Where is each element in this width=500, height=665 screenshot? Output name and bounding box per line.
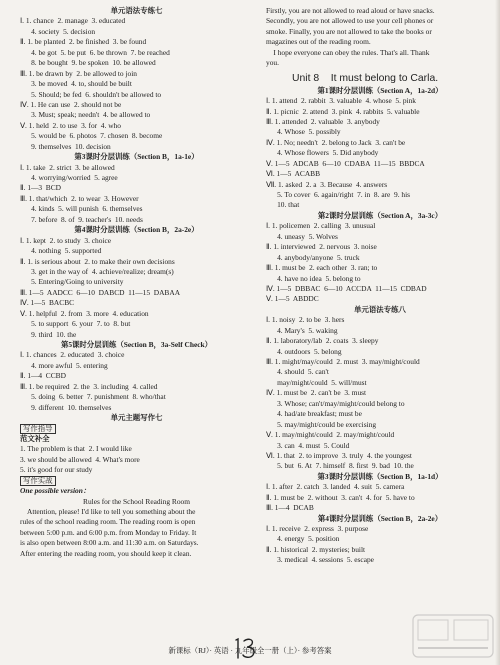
answer-line: 4. Mary's 5. waking: [266, 325, 338, 335]
answer-line: Ⅲ. 1—5 AADCC 6—10 DABCD 11—15 DABAA: [20, 287, 181, 297]
answer-line: 4. Whose 5. possibly: [266, 127, 341, 137]
answer-line: Ⅱ. 1. be planted 2. be finished 3. be found: [20, 37, 147, 47]
answer-line: Ⅴ. 1—5 ADCAB 6—10 CDABA 11—15 BBDCA: [266, 158, 425, 168]
boxed-label: 写作实战: [20, 476, 56, 486]
answer-line: Ⅳ. 1—5 BACBC: [20, 298, 75, 308]
answer-line: [20, 476, 253, 486]
answer-line: 4. nothing 5. supported: [20, 246, 102, 256]
answer-line: 5. would be 6. photos 7. chosen 8. become: [20, 131, 163, 141]
answer-line: Ⅰ. 1. kept 2. to study 3. choice: [20, 235, 112, 245]
answer-line: 4. energy 5. position: [266, 534, 340, 544]
answer-line: 5. but 6. At 7. himself 8. first 9. bad 10. the: [266, 461, 414, 471]
answer-line: 5. doing 6. better 7. punishment 8. who/that: [20, 392, 166, 402]
answer-line: 3. get in the way of 4. achieve/realize; dream(s): [20, 266, 174, 276]
handwritten-page-number: [232, 636, 262, 660]
answer-line: 4. kinds 5. will punish 6. themselves: [20, 204, 143, 214]
answer-line: Ⅳ. 1—5 DBBAC 6—10 ACCDA 11—15 CDBAD: [266, 283, 427, 293]
answer-line: 3. Whose; can't/may/might/could belong to: [266, 398, 405, 408]
answer-line: Ⅱ. 1. laboratory/lab 2. coats 3. sleepy: [266, 336, 379, 346]
left-column: [20, 6, 253, 559]
section-heading: 单元语法专练七: [110, 6, 163, 15]
answer-line: Ⅴ. 1—5 ABDDC: [266, 294, 319, 304]
answer-line: between 5:00 p.m. and 6:00 p.m. from Monday to Friday. It: [20, 527, 197, 537]
answer-line: Ⅲ. 1—4 DCAB: [266, 503, 314, 513]
essay-title: Rules for the School Reading Room: [83, 496, 190, 506]
subheading: 范文补全: [20, 433, 50, 443]
answer-line: 3. can 4. must 5. Could: [266, 440, 350, 450]
answer-line: 4. be got 5. be put 6. be thrown 7. be reached: [20, 47, 170, 57]
answer-line: 3. medical 4. sessions 5. escape: [266, 555, 374, 565]
answer-line: Ⅰ. 1. receive 2. express 3. purpose: [266, 524, 369, 533]
answer-line: Ⅲ. 1. might/may/could 2. must 3. may/might/could: [266, 357, 420, 366]
section-heading: 第1课时分层训练（Section A，1a-2d）: [317, 85, 443, 95]
answer-line: Secondly, you are not allowed to use your cell phones or: [266, 16, 434, 26]
unit-title: Unit 8 It must belong to Carla.: [292, 72, 439, 84]
answer-line: Ⅱ. 1—3 BCD: [20, 183, 62, 193]
answer-line: rules of the school reading room. The reading room is open: [20, 517, 196, 527]
answer-line: 3. be moved 4. to, should be built: [20, 79, 132, 89]
answer-line: Ⅱ. 1. historical 2. mysteries; built: [266, 544, 366, 554]
answer-line: Ⅱ. 1. must be 2. without 3. can't 4. for 5. have to: [266, 492, 415, 502]
section-heading: 第4课时分层训练（Section B，2a-2e）: [317, 513, 443, 523]
answer-line: Ⅰ. 1. noisy 2. to be 3. hers: [266, 315, 345, 325]
answer-line: 3. Must; speak; needn't 4. be allowed to: [20, 110, 151, 120]
answer-line: 5. Entering/Going to university: [20, 277, 124, 287]
answer-line: Ⅰ. 1. attend 2. rabbit 3. valuable 4. whose 5. pink: [266, 96, 416, 106]
answer-line: Ⅰ. 1. after 2. catch 3. landed 4. suit 5. camera: [266, 482, 405, 492]
answer-line: Ⅰ. 1. policemen 2. calling 3. unusual: [266, 221, 376, 231]
answer-line: Ⅳ. 1. must be 2. can't be 3. must: [266, 388, 367, 398]
answer-line: Ⅴ. 1. helpful 2. from 3. more 4. education: [20, 308, 149, 318]
answer-line: 4. Whose flowers 5. Did anybody: [266, 148, 379, 158]
answer-line: Ⅲ. 1. be required 2. the 3. including 4. called: [20, 381, 158, 391]
answer-line: 4. society 5. decision: [20, 26, 96, 36]
answer-line: After entering the reading room, you should keep it clean.: [20, 548, 192, 558]
answer-line: Ⅶ. 1. asked 2. a 3. Because 4. answers: [266, 179, 388, 189]
answer-line: Ⅴ. 1. may/might/could 2. may/might/could: [266, 430, 395, 440]
answer-line: Ⅴ. 1. held 2. to use 3. for 4. who: [20, 120, 121, 130]
answer-line: 10. that: [266, 200, 300, 210]
section-heading: 第3课时分层训练（Section B，1a-1e）: [74, 152, 199, 162]
answer-line: 5. may/might/could be exercising: [266, 419, 377, 429]
answer-line: 8. be bought 9. be spoken 10. be allowed: [20, 58, 156, 68]
answer-line: Ⅲ. 1. attended 2. valuable 3. anybody: [266, 116, 380, 126]
answer-line: 7. before 8. of 9. teacher's 10. needs: [20, 214, 143, 224]
answer-line: [20, 424, 253, 434]
section-heading: 第3课时分层训练（Section B，1a-1d）: [317, 471, 443, 481]
answer-line: Ⅰ. 1. chances 2. educated 3. choice: [20, 350, 125, 360]
boxed-label: 写作指导: [20, 424, 56, 434]
answer-line: 1. The problem is that 2. I would like: [20, 444, 132, 454]
answer-line: Ⅲ. 1. that/which 2. to wear 3. However: [20, 193, 139, 203]
page-edge-shadow: [495, 0, 500, 665]
answer-line: Ⅱ. 1. picnic 2. attend 3. pink 4. rabbits 5. valuable: [266, 106, 420, 116]
page-footer: 新课标（RJ）· 英语 · 九年级全一册（上）· 参考答案: [168, 646, 332, 655]
watermark-stamp: [412, 614, 494, 658]
answer-line: 4. anybody/anyone 5. truck: [266, 252, 360, 262]
answer-line: Ⅰ. 1. take 2. strict 3. be allowed: [20, 162, 115, 172]
answer-line: 5. Should; be fed 6. shouldn't be allowed to: [20, 89, 162, 99]
section-heading: 第2课时分层训练（Section A，3a-3c）: [317, 210, 443, 220]
answer-line: Ⅱ. 1—4 CCBD: [20, 371, 66, 381]
answer-line: Ⅱ. 1. interviewed 2. nervous 3. noise: [266, 242, 377, 252]
answer-line: 3. we should be allowed 4. What's more: [20, 454, 140, 464]
section-heading: 第4课时分层训练（Section B，2a-2e）: [74, 225, 199, 235]
answer-line: Ⅲ. 1. must be 2. each other 3. ran; to: [266, 263, 378, 273]
answer-line: 4. had/ate breakfast; must be: [266, 409, 362, 419]
answer-line: Ⅳ. 1. He can use 2. should not be: [20, 99, 122, 109]
answer-line: 9. different 10. themselves: [20, 402, 112, 412]
answer-line: 4. worrying/worried 5. agree: [20, 173, 118, 182]
answer-line: 4. should 5. can't: [266, 367, 329, 377]
right-column: [266, 6, 494, 566]
answer-line: Ⅵ. 1—5 ACABB: [266, 169, 321, 179]
answer-line: may/might/could 5. will/must: [266, 377, 367, 387]
answer-line: smoke. Finally, you are not allowed to take the books or: [266, 26, 432, 36]
answer-line: is also open between 8:00 a.m. and 11:30 a.m. on Saturdays.: [20, 538, 199, 548]
answer-line: 9. third 10. the: [20, 329, 77, 339]
answer-line: 4. have no idea 5. belong to: [266, 273, 361, 283]
answer-line: you.: [266, 58, 279, 68]
answer-line: Ⅲ. 1. be drawn by 2. be allowed to join: [20, 68, 137, 78]
answer-line: magazines out of the reading room.: [266, 37, 371, 47]
answer-line: 5. it's good for our study: [20, 465, 93, 475]
answer-line: 4. uneasy 5. Wolves: [266, 231, 338, 241]
subheading: One possible version：: [20, 486, 91, 496]
answer-line: Ⅵ. 1. that 2. to improve 3. truly 4. the youngest: [266, 450, 412, 460]
answer-line: 9. themselves 10. decision: [20, 141, 111, 151]
answer-line: Ⅰ. 1. chance 2. manage 3. educated: [20, 16, 126, 26]
section-heading: 单元语法专练八: [354, 304, 406, 314]
answer-line: Ⅳ. 1. No; needn't 2. belong to Jack 3. can't be: [266, 137, 406, 147]
section-heading: 单元主题写作七: [110, 413, 163, 423]
answer-line: 4. outdoors 5. belong: [266, 346, 342, 356]
section-heading: 第5课时分层训练（Section B，3a-Self Check）: [60, 340, 213, 349]
answer-line: 4. more awful 5. entering: [20, 360, 108, 370]
answer-line: 5. To cover 6. again/right 7. in 8. are 9. his: [266, 190, 411, 199]
answer-line: I hope everyone can obey the rules. That's all. Thank: [266, 47, 430, 57]
answer-line: Firstly, you are not allowed to read aloud or have snacks.: [266, 6, 435, 15]
answer-line: 5. to support 6. your 7. to 8. but: [20, 319, 131, 329]
answer-line: Ⅱ. 1. is serious about 2. to make their own decisions: [20, 256, 175, 266]
answer-line: Attention, please! I'd like to tell you something about the: [20, 507, 196, 516]
